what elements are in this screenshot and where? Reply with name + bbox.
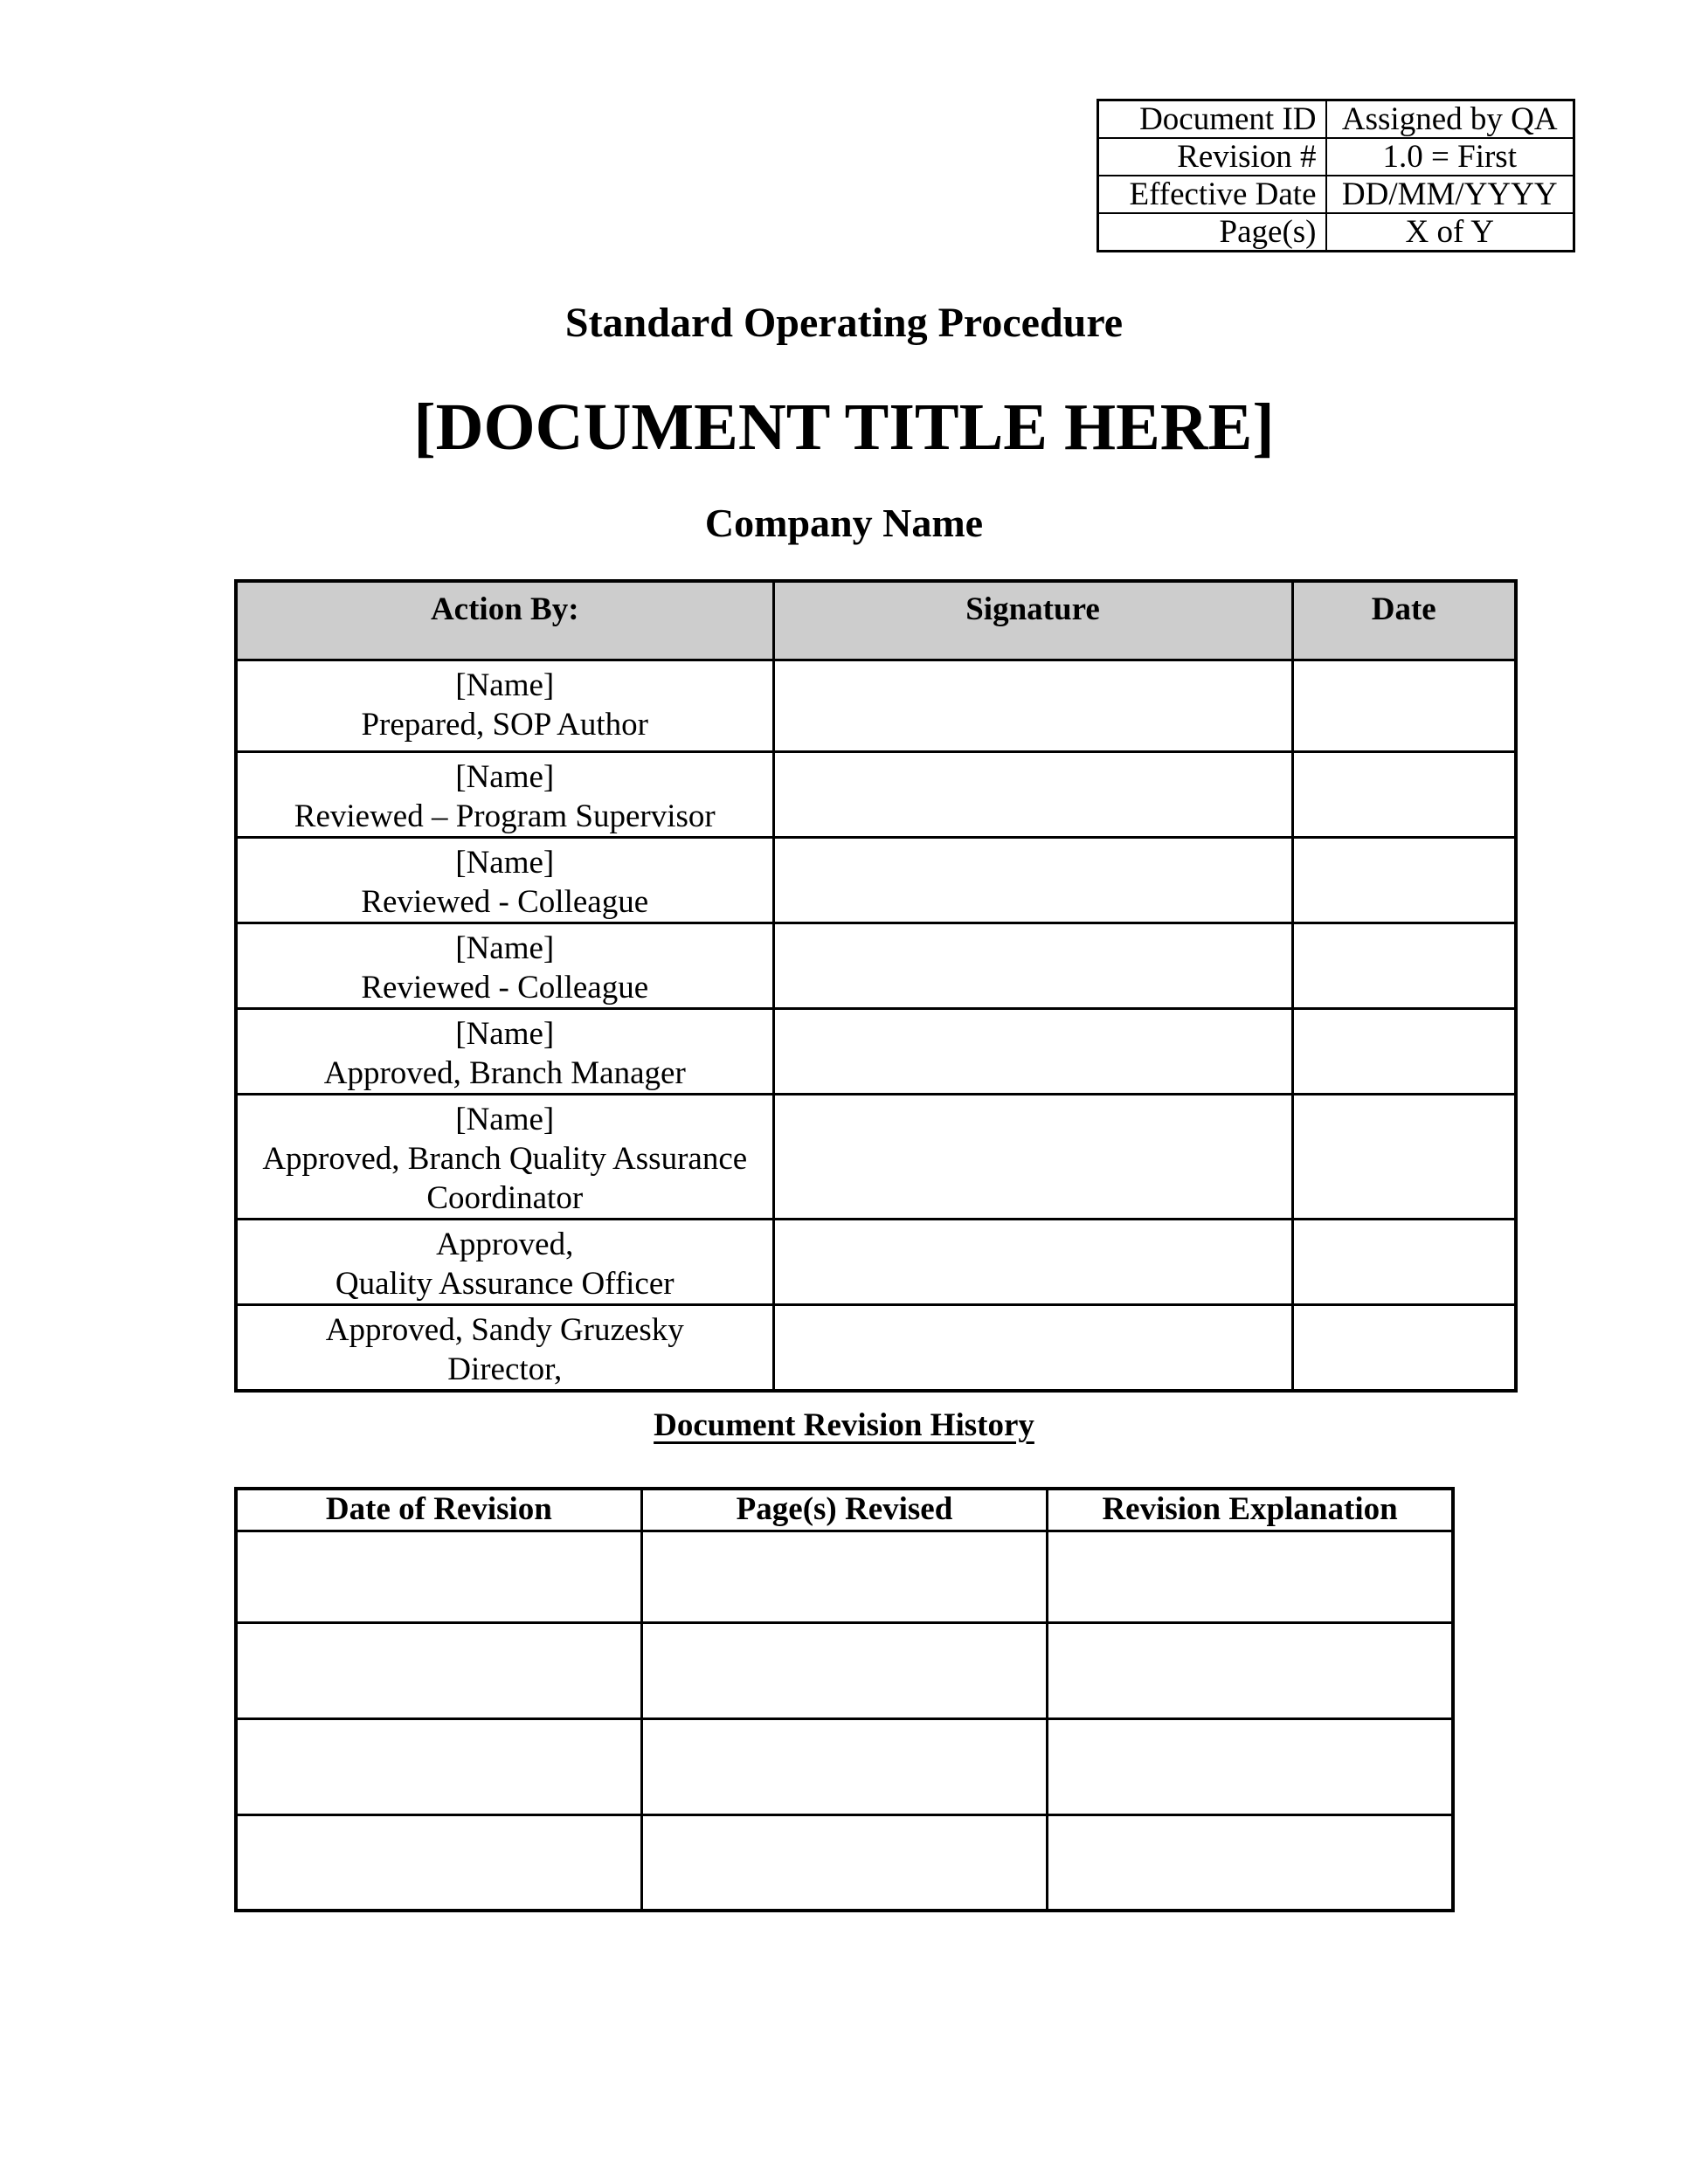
- signature-cell: [773, 751, 1292, 837]
- revision-empty-row: [236, 1814, 1453, 1911]
- action-line: [Name]: [455, 930, 555, 966]
- approval-row-branch-manager: [236, 1008, 1516, 1094]
- info-row-document-id: [1098, 100, 1574, 139]
- date-cell: [1292, 1219, 1516, 1304]
- action-by-cell: [236, 751, 773, 837]
- action-line: [Name]: [455, 667, 555, 703]
- approval-header-row: [236, 581, 1516, 660]
- signature-cell: [773, 1094, 1292, 1219]
- action-line: [Name]: [455, 1015, 555, 1052]
- revision-history-heading: Document Revision History: [654, 1407, 1034, 1443]
- revision-empty-row: [236, 1622, 1453, 1718]
- signature-cell: [773, 837, 1292, 923]
- info-row-effective-date: [1098, 176, 1574, 213]
- action-line: Reviewed - Colleague: [361, 883, 649, 920]
- signature-cell: [773, 1008, 1292, 1094]
- date-cell: [1292, 1008, 1516, 1094]
- approval-row-qa-officer: [236, 1219, 1516, 1304]
- column-header-revision-explanation: Revision Explanation: [1048, 1489, 1453, 1531]
- date-cell: [1292, 1094, 1516, 1219]
- action-by-cell: [236, 923, 773, 1008]
- action-line: Approved, Branch Manager: [323, 1054, 686, 1091]
- empty-cell: [1048, 1718, 1453, 1814]
- action-by-cell: [236, 1094, 773, 1219]
- info-label-effective-date: Effective Date: [1098, 176, 1326, 213]
- action-line: Approved,: [436, 1226, 574, 1262]
- approval-signature-table: [234, 579, 1518, 1393]
- revision-header-row: [236, 1489, 1453, 1531]
- info-value-pages: X of Y: [1326, 213, 1574, 252]
- approval-row-sop-author: [236, 660, 1516, 751]
- empty-cell: [641, 1531, 1047, 1622]
- approval-row-colleague-2: [236, 923, 1516, 1008]
- action-line: [Name]: [455, 758, 555, 795]
- document-info-table: [1097, 99, 1575, 252]
- date-cell: [1292, 751, 1516, 837]
- column-header-action-by: Action By:: [236, 581, 773, 660]
- date-cell: [1292, 660, 1516, 751]
- date-cell: [1292, 837, 1516, 923]
- info-label-pages: Page(s): [1098, 213, 1326, 252]
- empty-cell: [641, 1814, 1047, 1911]
- company-name: Company Name: [704, 501, 984, 545]
- revision-empty-row: [236, 1531, 1453, 1622]
- action-line: Reviewed – Program Supervisor: [294, 798, 716, 834]
- action-by-cell: [236, 1304, 773, 1391]
- info-label-document-id: Document ID: [1098, 100, 1326, 139]
- action-by-cell: [236, 1219, 773, 1304]
- action-by-cell: [236, 837, 773, 923]
- document-title-placeholder: [DOCUMENT TITLE HERE]: [413, 390, 1275, 464]
- revision-empty-row: [236, 1718, 1453, 1814]
- signature-cell: [773, 1219, 1292, 1304]
- empty-cell: [1048, 1622, 1453, 1718]
- action-line: Coordinator: [426, 1179, 584, 1216]
- approval-row-colleague-1: [236, 837, 1516, 923]
- signature-cell: [773, 923, 1292, 1008]
- action-line: [Name]: [455, 1101, 555, 1137]
- action-line: Approved, Branch Quality Assurance: [262, 1140, 748, 1177]
- action-line: Director,: [447, 1351, 563, 1387]
- revision-history-table: [234, 1487, 1455, 1912]
- empty-cell: [1048, 1531, 1453, 1622]
- action-by-cell: [236, 660, 773, 751]
- signature-cell: [773, 660, 1292, 751]
- date-cell: [1292, 923, 1516, 1008]
- column-header-date-of-revision: Date of Revision: [236, 1489, 641, 1531]
- column-header-pages-revised: Page(s) Revised: [641, 1489, 1047, 1531]
- info-value-document-id: Assigned by QA: [1326, 100, 1574, 139]
- signature-cell: [773, 1304, 1292, 1391]
- action-line: Approved, Sandy Gruzesky: [325, 1311, 684, 1348]
- approval-row-program-supervisor: [236, 751, 1516, 837]
- info-value-revision-number: 1.0 = First: [1326, 138, 1574, 176]
- info-label-revision-number: Revision #: [1098, 138, 1326, 176]
- date-cell: [1292, 1304, 1516, 1391]
- column-header-date: Date: [1292, 581, 1516, 660]
- empty-cell: [236, 1622, 641, 1718]
- column-header-signature: Signature: [773, 581, 1292, 660]
- info-row-revision-number: [1098, 138, 1574, 176]
- empty-cell: [236, 1531, 641, 1622]
- approval-row-branch-qa-coordinator: [236, 1094, 1516, 1219]
- action-line: Quality Assurance Officer: [335, 1265, 675, 1302]
- info-row-pages: [1098, 213, 1574, 252]
- info-value-effective-date: DD/MM/YYYY: [1326, 176, 1574, 213]
- approval-row-director: [236, 1304, 1516, 1391]
- action-by-cell: [236, 1008, 773, 1094]
- empty-cell: [236, 1814, 641, 1911]
- action-line: [Name]: [455, 844, 555, 881]
- empty-cell: [641, 1718, 1047, 1814]
- empty-cell: [236, 1718, 641, 1814]
- sop-subtitle: Standard Operating Procedure: [564, 300, 1124, 346]
- empty-cell: [1048, 1814, 1453, 1911]
- action-line: Reviewed - Colleague: [361, 969, 649, 1006]
- action-line: Prepared, SOP Author: [361, 706, 649, 743]
- empty-cell: [641, 1622, 1047, 1718]
